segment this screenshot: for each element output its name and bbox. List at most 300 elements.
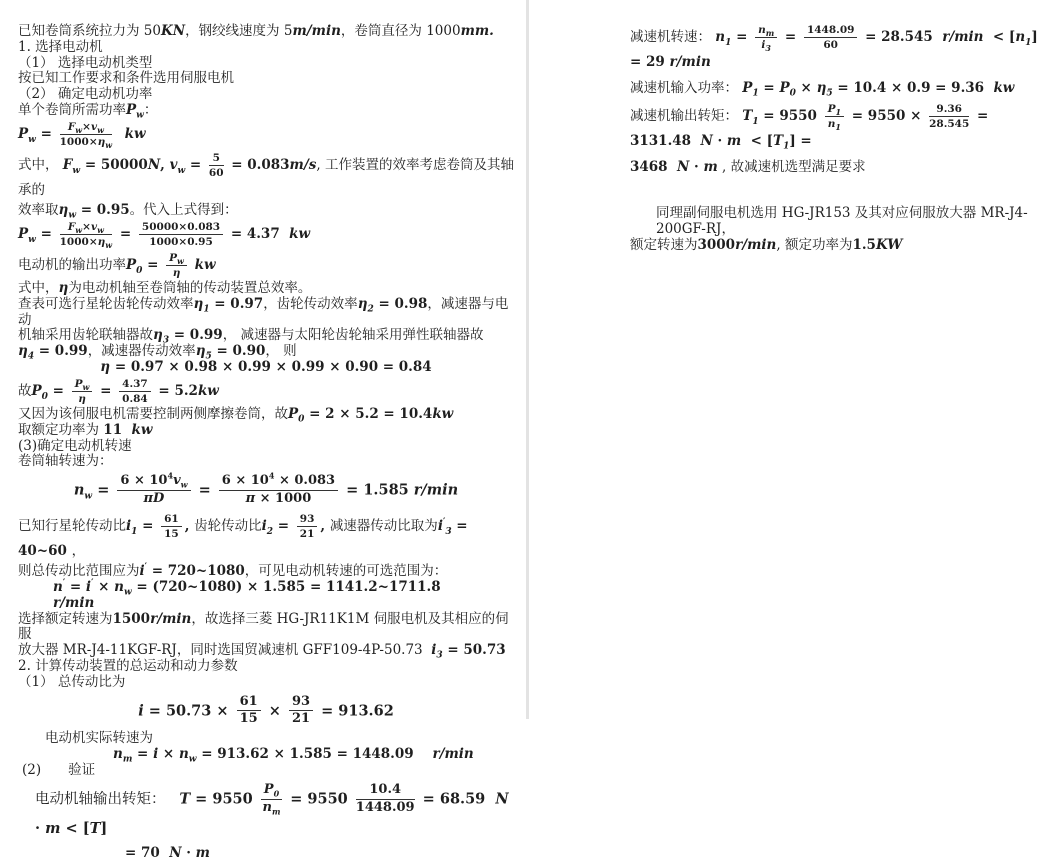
math-variable: n (178, 746, 189, 763)
fraction-numerator (60, 221, 113, 235)
math-variable: n (114, 578, 124, 595)
math-text: 93 (291, 693, 311, 709)
math-variable: kw (131, 421, 153, 438)
fraction (72, 378, 93, 405)
subscript: w (75, 224, 83, 235)
doc-line (18, 71, 514, 87)
text-run: 齿轮传动比 (194, 518, 262, 535)
math-text: 1000×0.95 (149, 235, 213, 248)
math-text: · (712, 133, 727, 150)
math-variable: n (262, 799, 272, 815)
doc-line (18, 643, 514, 659)
subscript: w (75, 124, 83, 135)
doc-line (630, 101, 1042, 154)
subscript: 0 (136, 265, 143, 276)
fraction (755, 24, 777, 54)
text-run: 同理副伺服电机选用 HG-JR153 及其对应伺服放大器 MR-J4-200GF-RJ， (656, 205, 1028, 238)
fraction-numerator (825, 103, 844, 117)
math-text: = (35, 125, 57, 142)
math-text: = 10.4 × 0.9 = 9.36 (832, 80, 994, 97)
math-variable: T (742, 108, 753, 125)
fraction-numerator (72, 378, 93, 392)
fraction-denominator (209, 166, 224, 179)
math-text: = 70 (125, 844, 170, 861)
math-variable: r/min (53, 594, 95, 611)
math-text: × 0.083 (274, 473, 336, 489)
doc-line (18, 763, 514, 779)
fraction-numerator (237, 695, 261, 712)
subscript: 1 (835, 122, 841, 133)
doc-line (18, 731, 514, 747)
doc-line (18, 747, 514, 763)
math-text: = (35, 225, 57, 242)
math-text: 1448.09 (355, 799, 415, 815)
text-run: (2) 验证 (22, 762, 96, 779)
fraction-numerator (139, 221, 223, 235)
math-variable: N (700, 133, 713, 150)
math-variable: i (139, 563, 145, 580)
fraction (289, 695, 313, 728)
fraction-denominator (289, 711, 313, 727)
fraction-numerator (60, 121, 113, 135)
text-run: ，钢绞线速度为 5 (185, 23, 293, 39)
fraction-denominator (72, 392, 93, 405)
doc-line (18, 87, 514, 103)
doc-line (18, 281, 514, 297)
math-text: 6 × 10 (120, 473, 168, 489)
fraction (119, 378, 151, 405)
math-variable: η (172, 267, 181, 280)
text-run: 已知卷筒系统拉力为 50 (18, 23, 161, 39)
math-variable: P (169, 251, 178, 264)
math-text: 6 × 10 (221, 473, 269, 489)
math-variable: π (245, 491, 256, 507)
fraction-numerator (804, 24, 858, 38)
math-variable: η (193, 295, 204, 312)
math-variable: m/min (292, 23, 341, 39)
math-text: = 0.97 × 0.98 × 0.99 × 0.99 × 0.90 = 0.84 (110, 359, 432, 376)
math-variable: r/min (942, 29, 984, 46)
math-variable: i (761, 39, 766, 52)
subscript: w (68, 210, 77, 221)
math-variable: η (100, 359, 111, 376)
math-variable: kw (124, 125, 146, 142)
math-text: = 0.98 (373, 295, 428, 312)
fraction (166, 252, 187, 279)
text-run: ，卷筒直径为 1000 (340, 23, 461, 39)
subscript: w (105, 139, 113, 150)
math-variable: P (18, 125, 29, 142)
math-text: · (35, 790, 514, 837)
subscript: 0 (789, 88, 796, 99)
math-text: 1000× (59, 235, 98, 248)
subscript: w (177, 165, 186, 176)
doc-line (18, 203, 514, 219)
math-text: 1500 (112, 610, 151, 627)
subscript: w (72, 165, 81, 176)
text-run: 查表可选行星轮齿轮传动效率 (18, 295, 194, 312)
math-variable: r/min (150, 610, 192, 627)
math-text: = 2 × 5.2 = 10.4 (304, 405, 433, 422)
fraction-numerator (289, 695, 313, 712)
subscript: 2 (367, 304, 374, 315)
math-text: < [ (741, 133, 774, 150)
math-text: 10.4 (369, 781, 402, 797)
superscript: ′ (442, 517, 446, 528)
math-variable: P (742, 80, 753, 97)
math-variable: P (779, 80, 790, 97)
math-text: < [ (983, 29, 1016, 46)
math-variable: kw (289, 225, 311, 242)
math-variable: i (85, 578, 92, 595)
math-text: = 50.73 (442, 642, 506, 659)
doc-line (18, 360, 514, 376)
text-run: 电动机的输出功率 (18, 257, 126, 274)
fraction-denominator (804, 38, 858, 51)
subscript: w (123, 587, 132, 598)
math-variable: η (357, 295, 368, 312)
text-run: （1） 选择电动机类型 (18, 54, 153, 71)
doc-line (18, 103, 514, 119)
math-variable: KN (160, 23, 186, 39)
math-variable: η (195, 343, 206, 360)
subscript: 4 (27, 351, 35, 362)
text-run: , 故减速机选型满足要求 (717, 159, 866, 176)
math-text: 3468 (630, 159, 677, 176)
math-text: = (115, 225, 136, 242)
doc-line (18, 40, 514, 56)
fraction-denominator (119, 392, 151, 405)
fraction (356, 783, 415, 816)
subscript: w (177, 256, 184, 267)
math-text: 21 (299, 528, 315, 541)
doc-line (630, 206, 1042, 238)
math-text: 0.84 (122, 392, 148, 405)
math-text: = 0.90 (211, 343, 266, 360)
math-text: = 9550 (190, 790, 258, 808)
text-run: , 工作装置的效率考虑卷筒及其轴承的 (18, 156, 514, 199)
math-text: = 0.97 (209, 295, 264, 312)
text-run: (3)确定电动机转速 (18, 437, 132, 454)
math-variable: T (89, 819, 101, 837)
math-text: 21 (291, 711, 311, 727)
math-text: = 913.62 × 1.585 = 1448.09 (196, 746, 433, 763)
math-variable: n (73, 481, 85, 499)
subscript: 3 (445, 526, 452, 537)
doc-line (18, 219, 514, 250)
fraction-numerator (356, 783, 415, 800)
math-text: = 0.083 (226, 156, 290, 173)
math-variable: i (431, 642, 437, 659)
doc-line (18, 150, 514, 203)
subscript: 0 (273, 788, 280, 799)
fraction (804, 24, 858, 51)
text-run: , 额定功率为 (776, 236, 853, 253)
fraction-denominator (166, 266, 187, 279)
math-text: = 40~60 (18, 518, 473, 560)
doc-line (18, 297, 514, 329)
fraction-denominator (261, 800, 282, 816)
math-text: = 28.545 (860, 29, 943, 46)
text-run: 减速机输出转矩： (630, 108, 743, 125)
fraction-denominator (60, 235, 113, 248)
math-variable: η (97, 235, 106, 248)
math-text: = 4.37 (226, 225, 290, 242)
math-variable: m (45, 819, 61, 837)
math-text: = (47, 382, 69, 399)
math-variable: m (703, 159, 718, 176)
fraction-denominator (219, 491, 338, 507)
subscript: 1 (835, 107, 842, 118)
math-text: ] = 29 (630, 29, 1043, 71)
doc-line (18, 612, 514, 644)
math-text: = 0.99 (169, 327, 223, 344)
math-variable: P (18, 225, 29, 242)
doc-line (630, 75, 1042, 101)
text-run: ，可见电动机转速的可选范围为： (244, 563, 448, 580)
fraction-numerator (166, 252, 187, 266)
math-variable: n (715, 29, 726, 46)
fraction-numerator (297, 513, 318, 527)
math-text: × (795, 80, 817, 97)
math-variable: v (90, 120, 98, 133)
doc-line (18, 344, 514, 360)
math-text: 3000 (697, 236, 736, 253)
subscript: w (188, 754, 197, 765)
text-run: 2. 计算传动装置的总运动和动力参数 (18, 657, 238, 674)
subscript: 5 (826, 88, 833, 99)
text-run: 已知行星轮传动比 (18, 518, 126, 535)
math-text: = 50000 (80, 156, 148, 173)
subscript: w (105, 239, 113, 250)
math-variable: P (126, 101, 137, 118)
text-run: 为电动机轴至卷筒轴的传动装置总效率。 (68, 280, 312, 297)
math-variable: r/min (669, 54, 711, 71)
math-text: = (273, 518, 294, 535)
math-text: = (132, 746, 154, 763)
math-text: × 1000 (255, 491, 312, 507)
math-text: = (780, 29, 801, 46)
subscript: w (28, 234, 36, 245)
math-variable: η (58, 202, 69, 219)
math-text: 50000×0.083 (141, 220, 221, 233)
text-run: ，减速器传动效率 (87, 343, 196, 360)
fraction-denominator (161, 527, 182, 540)
doc-line (18, 119, 514, 150)
doc-line (18, 580, 514, 612)
math-variable: kw (197, 382, 219, 399)
superscript: ′ (62, 578, 66, 589)
text-run: ，故选择三菱 HG-JR11K1M 伺服电机及其相应的伺服 (18, 610, 509, 643)
math-text: · (181, 844, 196, 861)
math-text: = (142, 257, 164, 274)
fraction-denominator (139, 235, 223, 248)
fraction (237, 695, 261, 728)
math-text: 15 (164, 528, 179, 541)
subscript: w (180, 479, 188, 490)
doc-line (18, 846, 514, 861)
text-run: ， 减速器与太阳轮齿轮轴采用弹性联轴器故 (222, 327, 484, 344)
subscript: 0 (298, 414, 305, 425)
text-run: 机轴采用齿轮联轴器故 (18, 327, 153, 344)
subscript: m (765, 28, 775, 39)
math-text: × (82, 120, 91, 133)
doc-line (630, 22, 1042, 75)
math-text: 1448.09 (806, 24, 855, 36)
math-text: = 5.2 (153, 382, 198, 399)
math-text: , (160, 156, 170, 173)
math-variable: kw (993, 80, 1015, 97)
subscript: 1 (131, 526, 138, 537)
subscript: 3 (765, 43, 771, 54)
subscript: 1 (725, 37, 732, 48)
math-text: = 913.62 (316, 701, 394, 719)
fraction-numerator (261, 783, 282, 800)
fraction-denominator (755, 38, 777, 54)
text-run: 卷筒轴转速为： (18, 453, 113, 470)
fraction (139, 221, 223, 248)
subscript: w (136, 110, 144, 121)
math-text: 1.5 (852, 236, 876, 253)
text-run: 效率取 (18, 202, 59, 219)
subscript: m (122, 754, 133, 765)
math-text: = (65, 578, 86, 595)
math-variable: P (288, 405, 299, 422)
math-variable: m (195, 844, 210, 861)
math-text: × (158, 746, 179, 763)
math-variable: m (726, 133, 742, 150)
math-text: 1000× (59, 135, 98, 148)
fraction (117, 470, 190, 507)
superscript: 4 (268, 470, 275, 481)
math-variable: η (78, 392, 86, 405)
math-text: ] (100, 819, 108, 837)
subscript: 0 (41, 391, 48, 402)
math-text: = (185, 156, 206, 173)
math-variable: n (53, 578, 63, 595)
math-variable: N (169, 844, 182, 861)
doc-line (18, 423, 514, 439)
text-run: 则总传动比范围应为 (18, 563, 140, 580)
doc-line (18, 376, 514, 407)
text-run: 式中， (18, 280, 59, 297)
subscript: 1 (752, 88, 759, 99)
doc-line (18, 511, 514, 564)
math-text: = 68.59 (417, 790, 496, 808)
text-run: ，齿轮传动效率 (263, 295, 358, 312)
subscript: 1 (1025, 37, 1032, 48)
fraction (161, 513, 182, 540)
math-variable: P (263, 781, 274, 797)
superscript: ′ (91, 578, 94, 589)
text-run: 电动机实际转速为 (45, 730, 153, 747)
math-text: 11 (103, 421, 132, 438)
math-variable: r/min (413, 481, 459, 499)
fraction-denominator (356, 800, 415, 816)
subscript: 2 (266, 526, 274, 537)
math-variable: P (31, 382, 42, 399)
fraction-numerator (117, 470, 190, 491)
fraction-numerator (161, 513, 182, 527)
math-variable: P (827, 103, 836, 116)
doc-line (18, 439, 514, 455)
math-text: = 0.95 (76, 202, 130, 219)
math-text: 15 (239, 711, 258, 727)
page-right (529, 0, 1056, 721)
math-variable: πD (143, 491, 165, 507)
math-variable: v (169, 156, 178, 173)
math-variable: kw (432, 405, 454, 422)
text-run: 1. 选择电动机 (18, 38, 103, 55)
subscript: w (97, 124, 104, 135)
subscript: w (28, 134, 36, 145)
math-text: = (92, 481, 115, 499)
math-text: 60 (208, 166, 224, 179)
doc-line (18, 659, 514, 675)
math-variable: η (58, 280, 69, 297)
math-variable: N (147, 156, 161, 173)
doc-line (18, 327, 514, 347)
math-text (115, 126, 124, 142)
doc-line (18, 691, 514, 732)
subscript: 3 (436, 650, 443, 661)
text-run: 额定转速为 (630, 236, 698, 253)
subscript: 5 (205, 351, 212, 362)
doc-line (18, 470, 514, 511)
superscript: ′ (144, 562, 148, 573)
text-run: 按已知工作要求和条件选用伺服电机 (18, 70, 234, 87)
math-text: × (82, 220, 91, 233)
text-run: 放大器 MR-J4-11KGF-RJ，同时选国贸减速机 GFF109-4P-50.73 (18, 642, 432, 659)
math-text: 9.36 (936, 103, 962, 116)
subscript: 1 (203, 304, 210, 315)
math-variable: N (495, 790, 509, 808)
math-variable: KW (875, 236, 903, 253)
subscript: 1 (752, 116, 759, 127)
fraction-denominator (117, 491, 190, 507)
doc-line (18, 24, 514, 40)
text-run: 单个卷筒所需功率 (18, 101, 126, 118)
math-text: 28.545 (929, 118, 970, 131)
math-text: , (320, 518, 330, 535)
math-variable: T (773, 133, 784, 150)
math-variable: N (676, 159, 690, 176)
math-text: = (720~1080) × 1.585 = 1141.2~1711.8 (131, 578, 479, 595)
math-variable: v (173, 473, 181, 489)
fraction-numerator (219, 470, 338, 491)
math-text: 61 (164, 513, 179, 526)
fraction (297, 513, 318, 540)
math-variable: η (153, 327, 163, 344)
math-text: = 1.585 (341, 481, 414, 499)
text-run: 减速机输入功率： (630, 80, 743, 97)
math-variable: m/s (289, 156, 317, 173)
text-run: （2） 确定电动机功率 (18, 86, 153, 103)
math-text: = 9550 (285, 790, 353, 808)
text-run: 故 (18, 382, 32, 399)
math-variable: n (1015, 29, 1026, 46)
math-text: = (193, 481, 216, 499)
math-text: = 0.99 (34, 343, 88, 360)
text-run: 取额定功率为 (18, 421, 104, 438)
fraction-numerator (929, 103, 969, 117)
fraction (929, 103, 969, 130)
text-run: （1） 总传动比为 (18, 673, 126, 690)
math-text: 60 (823, 39, 838, 52)
math-text: × (93, 578, 115, 595)
math-text: × (263, 701, 286, 719)
math-variable: n (827, 118, 836, 131)
